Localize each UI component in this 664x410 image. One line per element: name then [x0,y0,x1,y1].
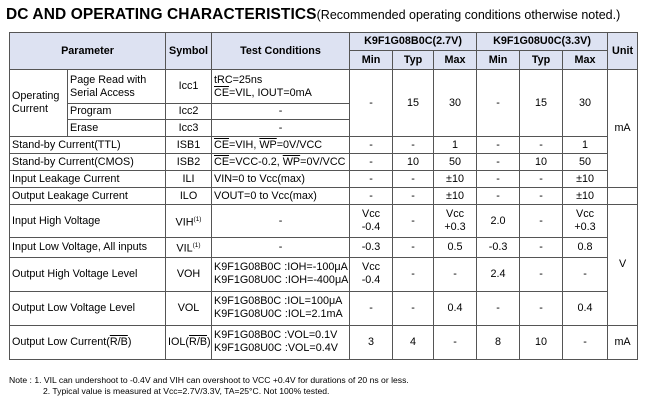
isb2-cond-end: =0V/VCC [300,155,346,168]
table-row-standby-cmos [10,154,638,171]
input-high-b-max-line2: +0.3 [574,221,596,233]
output-high-b-max: - [563,257,608,291]
operating-a-typ: 15 [393,70,434,137]
input-low-b-min: -0.3 [477,238,520,258]
standby-cmos-a-typ: 10 [393,154,434,171]
input-high-a-min [350,205,393,238]
ili-conditions: VIN=0 to Vcc(max) [212,171,350,188]
header-row [10,33,638,51]
parameter-header: Parameter [10,33,166,70]
olc-label-prefix: Output Low Current( [12,335,110,348]
standby-ttl-a-min: - [350,137,393,154]
part-b-header: K9F1G08U0C(3.3V) [477,33,608,51]
ce-signal: $\overline{CE}$ [214,155,230,168]
standby-ttl-b-max: 1 [563,137,608,154]
part-a-min-header: Min [350,51,393,70]
output-leakage-a-typ: - [393,188,434,205]
rb-signal: R/B [109,335,128,348]
icc1-cond-line1: tRC=25ns [214,73,263,86]
operating-b-min: - [477,70,520,137]
input-high-b-min: 2.0 [477,205,520,238]
table-row-input-low [10,238,638,258]
isb1-symbol: ISB1 [166,137,212,154]
unit-ma-olc: mA [608,325,638,359]
vih-conditions: - [212,205,350,238]
dc-characteristics-table [9,32,638,360]
output-high-b-min: 2.4 [477,257,520,291]
table-row-input-high [10,205,638,238]
icc1-conditions [212,70,350,104]
program-label: Program [68,104,166,120]
vol-cond-line1: K9F1G08B0C :IOL=100μA [214,295,343,308]
ilo-conditions: VOUT=0 to Vcc(max) [212,188,350,205]
table-row-output-leakage [10,188,638,205]
operating-b-max: 30 [563,70,608,137]
iol-symbol-prefix: IOL( [168,335,190,348]
output-low-b-typ: - [520,291,563,325]
input-leakage-b-typ: - [520,171,563,188]
input-leakage-a-min: - [350,171,393,188]
output-low-a-typ: - [393,291,434,325]
standby-ttl-label: Stand-by Current(TTL) [10,137,166,154]
voh-symbol: VOH [166,257,212,291]
icc1-symbol: Icc1 [166,70,212,104]
isb2-conditions [212,154,350,171]
part-a-header: K9F1G08B0C(2.7V) [350,33,477,51]
output-low-b-max: 0.4 [563,291,608,325]
vih-symbol-text: VIH [175,216,194,229]
input-high-label: Input High Voltage [10,205,166,238]
output-low-current-a-max: - [434,325,477,359]
iol-conditions [212,325,350,359]
voh-cond-line1: K9F1G08B0C :IOH=-100μA [214,261,348,274]
output-high-b-typ: - [520,257,563,291]
standby-cmos-b-min: - [477,154,520,171]
icc2-symbol: Icc2 [166,104,212,120]
standby-ttl-a-typ: - [393,137,434,154]
output-low-a-min: - [350,291,393,325]
standby-ttl-b-typ: - [520,137,563,154]
input-high-a-min-line2: -0.4 [361,221,381,233]
iol-rb-symbol [166,325,212,359]
input-low-b-max: 0.8 [563,238,608,258]
wp-signal: $\overline{WP}$ [259,138,277,151]
note-1: Note : 1. VIL can undershoot to -0.4V and VIH can overshoot to VCC +0.4V for durations of 20 ns or less. [9,375,409,385]
output-high-label: Output High Voltage Level [10,257,166,291]
vil-symbol-text: VIL [176,242,193,255]
operating-a-min: - [350,70,393,137]
input-high-b-max-line1: Vcc [576,208,595,220]
output-leakage-b-min: - [477,188,520,205]
output-high-a-max: - [434,257,477,291]
isb1-cond-end: =0V/VCC [276,138,323,151]
output-low-current-label [10,325,166,359]
table-row-output-high [10,257,638,291]
input-high-b-max [563,205,608,238]
vol-conditions [212,291,350,325]
table-row-standby-ttl [10,137,638,154]
input-leakage-label: Input Leakage Current [10,171,166,188]
vil-symbol [166,238,212,258]
icc1-cond-line2-rest: =VIL, IOUT=0mA [229,86,312,99]
erase-label: Erase [68,120,166,137]
input-high-a-max-line2: +0.3 [444,221,466,233]
vol-symbol: VOL [166,291,212,325]
input-leakage-b-min: - [477,171,520,188]
input-low-b-typ: - [520,238,563,258]
footnotes [9,375,409,397]
vih-note-ref: (1) [193,215,202,223]
rb-signal: R/B [189,335,208,348]
output-leakage-b-max: ±10 [563,188,608,205]
standby-cmos-a-min: - [350,154,393,171]
test-conditions-header: Test Conditions [212,33,350,70]
output-low-b-min: - [477,291,520,325]
part-b-typ-header: Typ [520,51,563,70]
output-leakage-label: Output Leakage Current [10,188,166,205]
operating-a-max: 30 [434,70,477,137]
symbol-header: Symbol [166,33,212,70]
vol-cond-line2: K9F1G08U0C :IOL=2.1mA [214,308,343,321]
note-2: 2. Typical value is measured at Vcc=2.7V/3.3V, TA=25°C. Not 100% tested. [43,386,330,396]
iol-cond-line1: K9F1G08B0C :VOL=0.1V [214,329,338,342]
output-low-current-a-min: 3 [350,325,393,359]
icc1-cond-line2 [214,87,347,100]
output-low-current-a-typ: 4 [393,325,434,359]
icc3-symbol: Icc3 [166,120,212,137]
output-leakage-a-min: - [350,188,393,205]
icc3-conditions: - [212,120,350,137]
table-row-input-leakage [10,171,638,188]
input-low-a-typ: - [393,238,434,258]
output-leakage-a-max: ±10 [434,188,477,205]
input-leakage-a-max: ±10 [434,171,477,188]
operating-b-typ: 15 [520,70,563,137]
output-low-a-max: 0.4 [434,291,477,325]
isb1-conditions [212,137,350,154]
unit-v: V [608,205,638,326]
vil-note-ref: (1) [192,242,201,249]
input-low-a-max: 0.5 [434,238,477,258]
part-a-max-header: Max [434,51,477,70]
isb2-symbol: ISB2 [166,154,212,171]
standby-ttl-b-min: - [477,137,520,154]
standby-cmos-a-max: 50 [434,154,477,171]
output-high-a-min [350,257,393,291]
vil-conditions: - [212,238,350,258]
isb2-cond-mid: =VCC-0.2, [229,155,283,168]
icc2-conditions: - [212,104,350,120]
iol-symbol-suffix: ) [207,335,211,348]
part-b-min-header: Min [477,51,520,70]
operating-current-label: Operating Current [10,70,68,137]
vih-symbol [166,205,212,238]
standby-cmos-b-max: 50 [563,154,608,171]
output-high-a-typ: - [393,257,434,291]
table-row-page-read [10,70,638,104]
unit-header: Unit [608,33,638,70]
input-leakage-b-max: ±10 [563,171,608,188]
input-leakage-a-typ: - [393,171,434,188]
standby-cmos-b-typ: 10 [520,154,563,171]
table-row-output-low-current [10,325,638,359]
input-high-a-typ: - [393,205,434,238]
input-low-a-min: -0.3 [350,238,393,258]
iol-cond-line2: K9F1G08U0C :VOL=0.4V [214,342,338,355]
output-low-current-b-typ: 10 [520,325,563,359]
input-high-b-typ: - [520,205,563,238]
ce-signal: $\overline{CE}$ [214,86,230,99]
wp-signal: $\overline{WP}$ [282,155,301,168]
output-low-label: Output Low Voltage Level [10,291,166,325]
olc-label-suffix: ) [127,335,132,348]
voh-cond-line2: K9F1G08U0C :IOH=-400μA [214,274,349,287]
output-low-current-b-max: - [563,325,608,359]
ilo-symbol: ILO [166,188,212,205]
subtitle-text: (Recommended operating conditions otherwise noted.) [316,8,621,22]
ili-symbol: ILI [166,171,212,188]
output-high-a-min-line1: Vcc [362,261,381,274]
isb1-cond-mid: =VIH, [229,138,260,151]
voh-conditions [212,257,350,291]
output-low-current-b-min: 8 [477,325,520,359]
part-b-max-header: Max [563,51,608,70]
output-leakage-b-typ: - [520,188,563,205]
part-a-typ-header: Typ [393,51,434,70]
title-text: DC AND OPERATING CHARACTERISTICS [6,6,317,23]
unit-ma: mA [608,70,638,188]
ce-signal: $\overline{CE}$ [214,138,230,151]
input-high-a-max-line1: Vcc [446,208,465,220]
output-high-a-min-line2: -0.4 [361,274,381,287]
page-title [6,6,620,24]
table-row-output-low [10,291,638,325]
page-read-label: Page Read with Serial Access [68,70,166,104]
input-high-a-max [434,205,477,238]
standby-ttl-a-max: 1 [434,137,477,154]
input-low-label: Input Low Voltage, All inputs [10,238,166,258]
input-high-a-min-line1: Vcc [362,208,381,220]
standby-cmos-label: Stand-by Current(CMOS) [10,154,166,171]
